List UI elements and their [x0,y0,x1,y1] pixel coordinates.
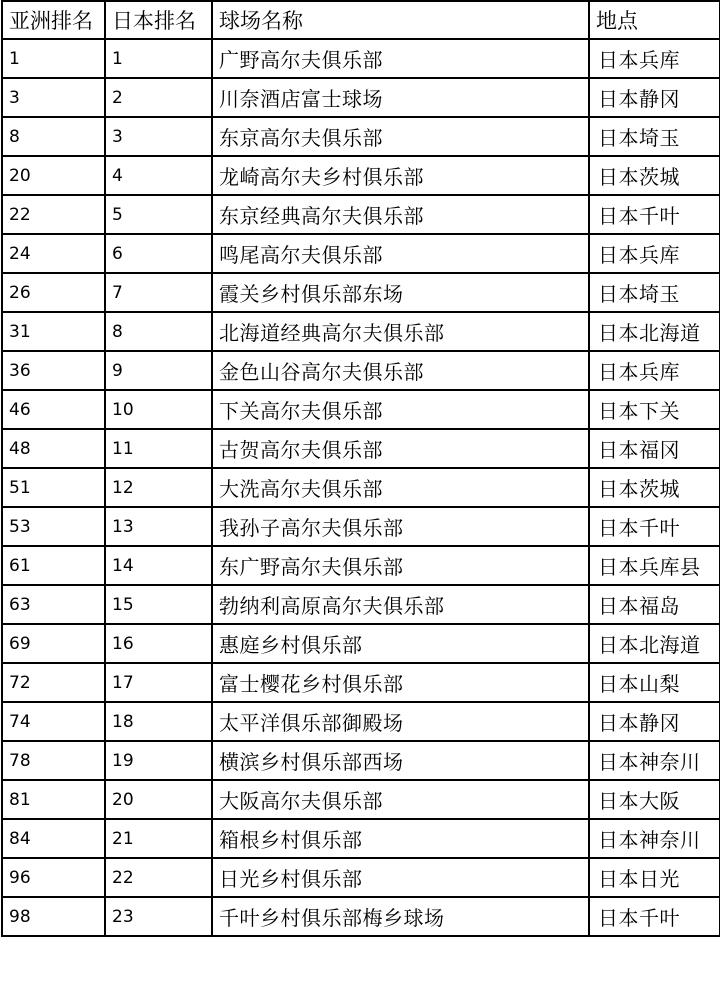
course-name-cell: 金色山谷高尔夫俱乐部 [212,351,589,390]
asia-rank-cell: 98 [2,897,105,936]
location-cell: 日本下关 [589,390,720,429]
japan-rank-cell: 6 [105,234,212,273]
asia-rank-cell: 61 [2,546,105,585]
location-cell: 日本兵库 [589,351,720,390]
table-row [2,351,720,390]
table-row [2,702,720,741]
asia-rank-cell: 48 [2,429,105,468]
location-cell: 日本山梨 [589,663,720,702]
asia-rank-cell: 63 [2,585,105,624]
japan-rank-cell: 13 [105,507,212,546]
asia-rank-cell: 8 [2,117,105,156]
table-row [2,312,720,351]
location-cell: 日本茨城 [589,468,720,507]
location-cell: 日本千叶 [589,195,720,234]
course-name-cell: 下关高尔夫俱乐部 [212,390,589,429]
asia-rank-cell: 1 [2,39,105,78]
table-row [2,429,720,468]
table-row [2,507,720,546]
japan-rank-cell: 16 [105,624,212,663]
course-name-cell: 川奈酒店富士球场 [212,78,589,117]
japan-rank-cell: 14 [105,546,212,585]
japan-rank-cell: 17 [105,663,212,702]
location-cell: 日本北海道 [589,624,720,663]
location-cell: 日本神奈川 [589,819,720,858]
japan-rank-cell: 12 [105,468,212,507]
header-course-name: 球场名称 [212,1,589,39]
asia-rank-cell: 74 [2,702,105,741]
course-name-cell: 霞关乡村俱乐部东场 [212,273,589,312]
course-name-cell: 古贺高尔夫俱乐部 [212,429,589,468]
table-row [2,117,720,156]
course-name-cell: 太平洋俱乐部御殿场 [212,702,589,741]
table-row [2,897,720,936]
course-name-cell: 东京经典高尔夫俱乐部 [212,195,589,234]
course-name-cell: 横滨乡村俱乐部西场 [212,741,589,780]
japan-rank-cell: 9 [105,351,212,390]
table-row [2,78,720,117]
course-name-cell: 富士樱花乡村俱乐部 [212,663,589,702]
japan-rank-cell: 11 [105,429,212,468]
asia-rank-cell: 84 [2,819,105,858]
asia-rank-cell: 78 [2,741,105,780]
japan-rank-cell: 21 [105,819,212,858]
asia-rank-cell: 81 [2,780,105,819]
table-row [2,234,720,273]
location-cell: 日本大阪 [589,780,720,819]
asia-rank-cell: 72 [2,663,105,702]
location-cell: 日本千叶 [589,897,720,936]
asia-rank-cell: 20 [2,156,105,195]
golf-course-ranking-table [1,0,720,937]
location-cell: 日本日光 [589,858,720,897]
japan-rank-cell: 15 [105,585,212,624]
japan-rank-cell: 5 [105,195,212,234]
location-cell: 日本福冈 [589,429,720,468]
japan-rank-cell: 2 [105,78,212,117]
japan-rank-cell: 18 [105,702,212,741]
japan-rank-cell: 19 [105,741,212,780]
table-row [2,273,720,312]
location-cell: 日本静冈 [589,702,720,741]
asia-rank-cell: 24 [2,234,105,273]
asia-rank-cell: 96 [2,858,105,897]
asia-rank-cell: 36 [2,351,105,390]
japan-rank-cell: 22 [105,858,212,897]
table-row [2,546,720,585]
course-name-cell: 我孙子高尔夫俱乐部 [212,507,589,546]
asia-rank-cell: 26 [2,273,105,312]
table-row [2,741,720,780]
header-location: 地点 [589,1,720,39]
location-cell: 日本神奈川 [589,741,720,780]
asia-rank-cell: 69 [2,624,105,663]
asia-rank-cell: 53 [2,507,105,546]
table-row [2,390,720,429]
table-row [2,585,720,624]
japan-rank-cell: 20 [105,780,212,819]
table-row [2,663,720,702]
course-name-cell: 鸣尾高尔夫俱乐部 [212,234,589,273]
location-cell: 日本埼玉 [589,117,720,156]
course-name-cell: 勃纳利高原高尔夫俱乐部 [212,585,589,624]
course-name-cell: 北海道经典高尔夫俱乐部 [212,312,589,351]
asia-rank-cell: 3 [2,78,105,117]
asia-rank-cell: 22 [2,195,105,234]
japan-rank-cell: 23 [105,897,212,936]
table-row [2,624,720,663]
table-row [2,780,720,819]
course-name-cell: 大阪高尔夫俱乐部 [212,780,589,819]
table-header-row [2,1,720,39]
course-name-cell: 日光乡村俱乐部 [212,858,589,897]
course-name-cell: 东广野高尔夫俱乐部 [212,546,589,585]
table-row [2,195,720,234]
course-name-cell: 千叶乡村俱乐部梅乡球场 [212,897,589,936]
location-cell: 日本千叶 [589,507,720,546]
japan-rank-cell: 1 [105,39,212,78]
location-cell: 日本兵库县 [589,546,720,585]
course-name-cell: 广野高尔夫俱乐部 [212,39,589,78]
location-cell: 日本埼玉 [589,273,720,312]
japan-rank-cell: 8 [105,312,212,351]
course-name-cell: 惠庭乡村俱乐部 [212,624,589,663]
location-cell: 日本北海道 [589,312,720,351]
asia-rank-cell: 46 [2,390,105,429]
japan-rank-cell: 7 [105,273,212,312]
table-row [2,39,720,78]
japan-rank-cell: 4 [105,156,212,195]
table-row [2,156,720,195]
course-name-cell: 东京高尔夫俱乐部 [212,117,589,156]
header-japan-rank: 日本排名 [105,1,212,39]
asia-rank-cell: 31 [2,312,105,351]
course-name-cell: 龙崎高尔夫乡村俱乐部 [212,156,589,195]
location-cell: 日本茨城 [589,156,720,195]
japan-rank-cell: 10 [105,390,212,429]
header-asia-rank: 亚洲排名 [2,1,105,39]
japan-rank-cell: 3 [105,117,212,156]
table-row [2,468,720,507]
location-cell: 日本兵库 [589,234,720,273]
location-cell: 日本兵库 [589,39,720,78]
table-row [2,819,720,858]
location-cell: 日本福岛 [589,585,720,624]
table-row [2,858,720,897]
course-name-cell: 大洗高尔夫俱乐部 [212,468,589,507]
location-cell: 日本静冈 [589,78,720,117]
course-name-cell: 箱根乡村俱乐部 [212,819,589,858]
asia-rank-cell: 51 [2,468,105,507]
